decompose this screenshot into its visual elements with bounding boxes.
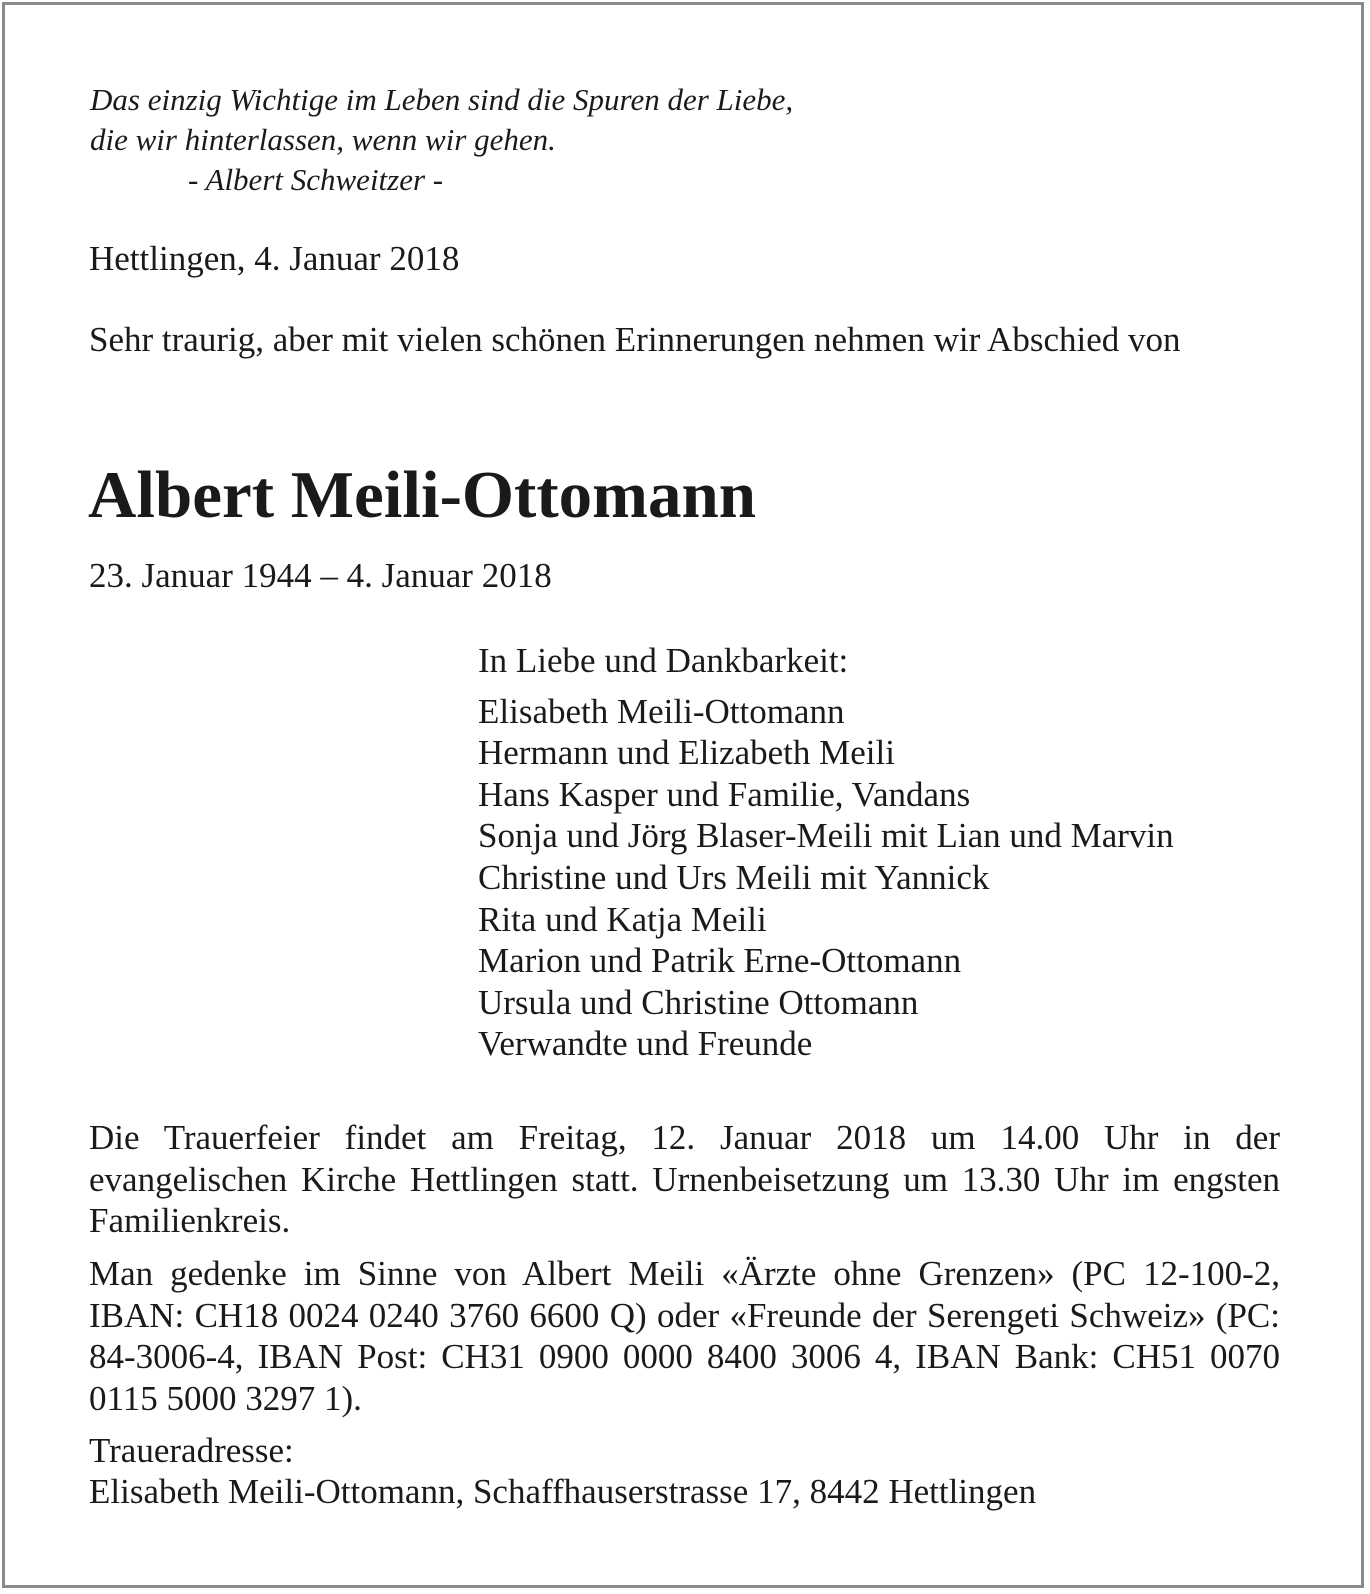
address-value: Elisabeth Meili-Ottomann, Schaffhauserstrasse 17, 8442 Hettlingen [89,1472,1037,1511]
ceremony-info: Die Trauerfeier findet am Freitag, 12. Januar 2018 um 14.00 Uhr in der evangelischen Kirche Hettlingen statt. Urnenbeisetzung um 13.30 Uhr im engsten Familienkreis. [89,1118,1280,1240]
mourners-heading: In Liebe und Dankbarkeit: [478,641,849,680]
mourner-name: Christine und Urs Meili mit Yannick [478,857,990,897]
mourner-name: Marion und Patrik Erne-Ottomann [478,941,962,981]
life-dates: 23. Januar 1944 – 4. Januar 2018 [89,556,552,595]
quote-author: - Albert Schweitzer - [188,162,444,197]
mourners-list [478,640,1174,1065]
quote-line-2: die wir hinterlassen, wenn wir gehen. [90,122,556,157]
mourner-name: Sonja und Jörg Blaser-Meili mit Lian und Marvin [478,816,1174,856]
mourner-name: Hermann und Elizabeth Meili [478,733,895,773]
mourning-address [89,1430,1036,1512]
mourner-name: Hans Kasper und Familie, Vandans [478,774,971,814]
mourner-name: Rita und Katja Meili [478,899,767,939]
mourner-name: Ursula und Christine Ottomann [478,982,919,1022]
mourner-name: Elisabeth Meili-Ottomann [478,691,845,731]
place-date: Hettlingen, 4. Januar 2018 [89,239,460,278]
deceased-name: Albert Meili-Ottomann [88,458,757,532]
donation-info: Man gedenke im Sinne von Albert Meili «Ärzte ohne Grenzen» (PC 12-100-2, IBAN: CH18 0024 0240 3760 6600 Q) oder «Freunde der Serengeti Schweiz» (PC: 84-3006-4, IBAN Post: CH31 0900 0000 8400 3006 4, IBAN Bank: CH51 0070 0115 5000 3297 1). [89,1254,1280,1418]
mourner-name: Verwandte und Freunde [478,1024,813,1064]
quote-line-1: Das einzig Wichtige im Leben sind die Spuren der Liebe, [90,82,794,117]
epigraph-quote [90,80,793,200]
intro-text: Sehr traurig, aber mit vielen schönen Erinnerungen nehmen wir Abschied von [89,320,1181,359]
address-label: Traueradresse: [89,1431,294,1470]
